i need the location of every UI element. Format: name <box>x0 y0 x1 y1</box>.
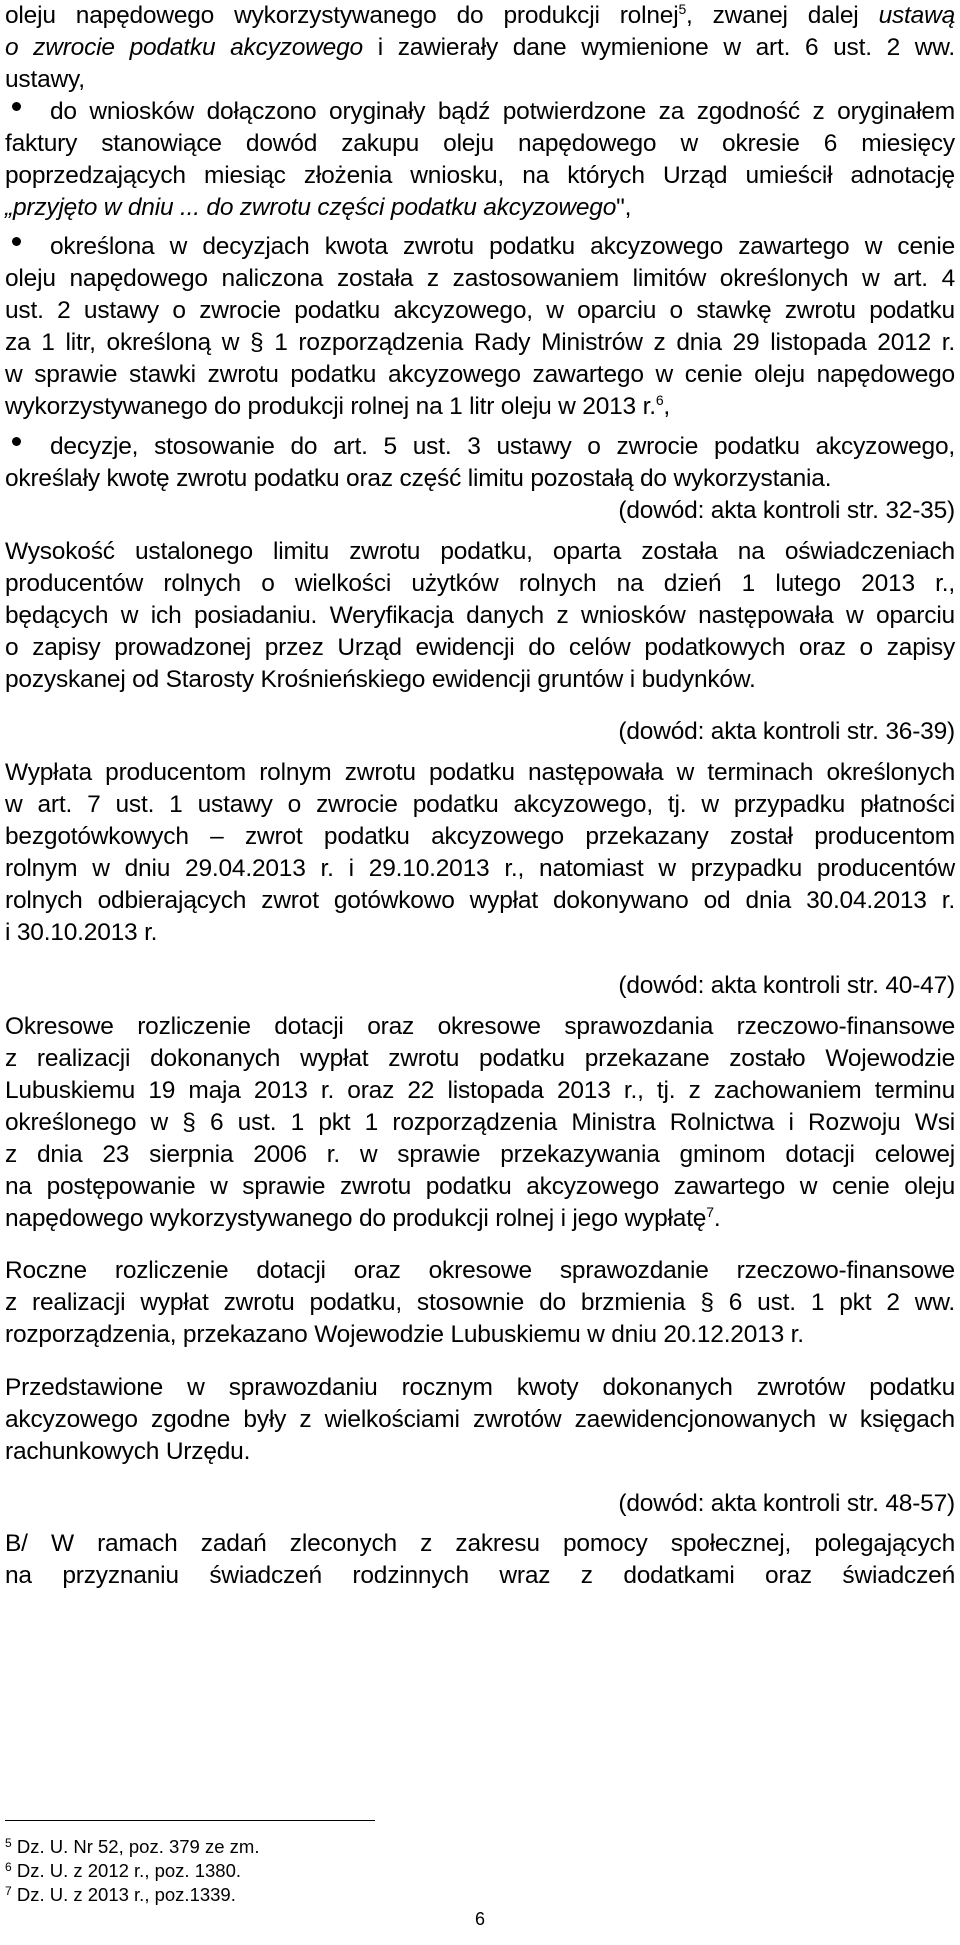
text-span: ", <box>616 194 632 221</box>
text-line: Wypłata producentom rolnym zwrotu podatku następowała w terminach określonych <box>5 759 955 786</box>
text-line: poprzedzających miesiąc złożenia wniosku, na których Urząd umieścił adnotację <box>5 162 955 189</box>
text-line: rolnych odbierających zwrot gotówkowo wypłat dokonywano od dnia 30.04.2013 r. <box>5 887 955 914</box>
text-span: wykorzystywanego do produkcji rolnej na 1 litr oleju w 2013 r. <box>5 393 656 420</box>
text-line: i 30.10.2013 r. <box>5 919 158 946</box>
text-line: ustawy, <box>5 66 85 93</box>
footnote <box>5 1836 259 1858</box>
bullet-icon <box>12 237 21 246</box>
evidence-reference: (dowód: akta kontroli str. 48-57) <box>618 1490 955 1517</box>
text-line: za 1 litr, określoną w § 1 rozporządzenia Rady Ministrów z dnia 29 listopada 2012 r. <box>5 329 955 356</box>
text-line <box>5 1203 955 1235</box>
text-span: . <box>713 1205 721 1232</box>
text-line: z realizacji wypłat zwrotu podatku, stosownie do brzmienia § 6 ust. 1 pkt 2 ww. <box>5 1289 955 1316</box>
bullet-icon <box>12 102 21 111</box>
footnote-ref-7[interactable]: 7 <box>706 1204 714 1220</box>
text-line: faktury stanowiące dowód zakupu oleju napędowego w okresie 6 miesięcy <box>5 130 955 157</box>
text-line: o zapisy prowadzonej przez Urząd ewidencji do celów podatkowych oraz o zapisy <box>5 634 955 661</box>
list-item-text: decyzje, stosowanie do art. 5 ust. 3 ustawy o zwrocie podatku akcyzowego, <box>50 433 955 460</box>
text-span: , zwanej dalej <box>686 2 879 29</box>
text-line: Wysokość ustalonego limitu zwrotu podatku, oparta została na oświadczeniach <box>5 538 955 565</box>
text-span: oleju napędowego wykorzystywanego do produkcji rolnej <box>5 2 679 29</box>
text-span: o zwrocie podatku akcyzowego <box>5 34 363 61</box>
text-line: określały kwotę zwrotu podatku oraz część limitu pozostałą do wykorzystania. <box>5 465 832 492</box>
text-line: określonego w § 6 ust. 1 pkt 1 rozporządzenia Ministra Rolnictwa i Rozwoju Wsi <box>5 1109 955 1136</box>
text-line: Lubuskiemu 19 maja 2013 r. oraz 22 listopada 2013 r., tj. z zachowaniem terminu <box>5 1077 955 1104</box>
text-line: producentów rolnych o wielkości użytków rolnych na dzień 1 lutego 2013 r., <box>5 570 955 597</box>
footnote-ref-6[interactable]: 6 <box>655 392 664 408</box>
text-span: napędowego wykorzystywanego do produkcji rolnej i jego wypłatę <box>5 1205 707 1232</box>
list-item-text: określona w decyzjach kwota zwrotu podatku akcyzowego zawartego w cenie <box>50 233 955 260</box>
text-line: w art. 7 ust. 1 ustawy o zwrocie podatku akcyzowego, tj. w przypadku płatności <box>5 791 955 818</box>
text-span: i zawierały dane wymienione w art. 6 ust. 2 ww. <box>362 34 955 61</box>
text-line: rozporządzenia, przekazano Wojewodzie Lubuskiemu w dniu 20.12.2013 r. <box>5 1321 804 1348</box>
text-line: Okresowe rozliczenie dotacji oraz okresowe sprawozdania rzeczowo-finansowe <box>5 1013 955 1040</box>
text-line: Przedstawione w sprawozdaniu rocznym kwoty dokonanych zwrotów podatku <box>5 1374 955 1401</box>
footnote-text: Dz. U. Nr 52, poz. 379 ze zm. <box>11 1836 260 1857</box>
text-line: z realizacji dokonanych wypłat zwrotu podatku przekazane zostało Wojewodzie <box>5 1045 955 1072</box>
text-line <box>5 0 955 32</box>
footnote-separator <box>5 1820 375 1821</box>
footnote-ref-5[interactable]: 5 <box>678 1 687 17</box>
text-line: ust. 2 ustawy o zwrocie podatku akcyzowego, w oparciu o stawkę zwrotu podatku <box>5 297 955 324</box>
text-line: rolnym w dniu 29.04.2013 r. i 29.10.2013 r., natomiast w przypadku producentów <box>5 855 955 882</box>
text-line: z dnia 23 sierpnia 2006 r. w sprawie przekazywania gminom dotacji celowej <box>5 1141 955 1168</box>
text-line: na przyznaniu świadczeń rodzinnych wraz z dodatkami oraz świadczeń <box>5 1562 955 1589</box>
text-line: oleju napędowego naliczona została z zastosowaniem limitów określonych w art. 4 <box>5 265 955 292</box>
bullet-icon <box>12 437 21 446</box>
evidence-reference: (dowód: akta kontroli str. 36-39) <box>618 718 955 745</box>
text-span: , <box>663 393 671 420</box>
text-line: akcyzowego zgodne były z wielkościami zwrotów zaewidencjonowanych w księgach <box>5 1406 955 1433</box>
footnote <box>5 1860 241 1882</box>
text-line: rachunkowych Urzędu. <box>5 1438 251 1465</box>
footnote <box>5 1884 236 1906</box>
footnote-text: Dz. U. z 2012 r., poz. 1380. <box>11 1860 242 1881</box>
text-line <box>5 32 955 64</box>
text-line: na postępowanie w sprawie zwrotu podatku akcyzowego zawartego w cenie oleju <box>5 1173 955 1200</box>
footnote-text: Dz. U. z 2013 r., poz.1339. <box>11 1884 236 1905</box>
page-number: 6 <box>474 1909 485 1929</box>
text-line: będących w ich posiadaniu. Weryfikacja danych z wniosków następowała w oparciu <box>5 602 955 629</box>
text-line <box>5 192 955 224</box>
text-line: w sprawie stawki zwrotu podatku akcyzowego zawartego w cenie oleju napędowego <box>5 361 955 388</box>
footnote-number: 7 <box>5 1884 12 1898</box>
evidence-reference: (dowód: akta kontroli str. 32-35) <box>618 497 955 524</box>
text-line: pozyskanej od Starosty Krośnieńskiego ewidencji gruntów i budynków. <box>5 666 756 693</box>
text-span: „przyjęto w dniu ... do zwrotu części podatku akcyzowego <box>5 194 617 221</box>
list-item-text: do wniosków dołączono oryginały bądź potwierdzone za zgodność z oryginałem <box>50 98 955 125</box>
text-span: ustawą <box>878 2 955 29</box>
footnote-number: 5 <box>5 1836 12 1850</box>
footnote-number: 6 <box>5 1860 12 1874</box>
text-line <box>5 391 955 423</box>
text-line: bezgotówkowych – zwrot podatku akcyzowego przekazany został producentom <box>5 823 955 850</box>
evidence-reference: (dowód: akta kontroli str. 40-47) <box>618 972 955 999</box>
text-line: B/ W ramach zadań zleconych z zakresu pomocy społecznej, polegających <box>5 1530 955 1557</box>
text-line: Roczne rozliczenie dotacji oraz okresowe sprawozdanie rzeczowo-finansowe <box>5 1257 955 1284</box>
